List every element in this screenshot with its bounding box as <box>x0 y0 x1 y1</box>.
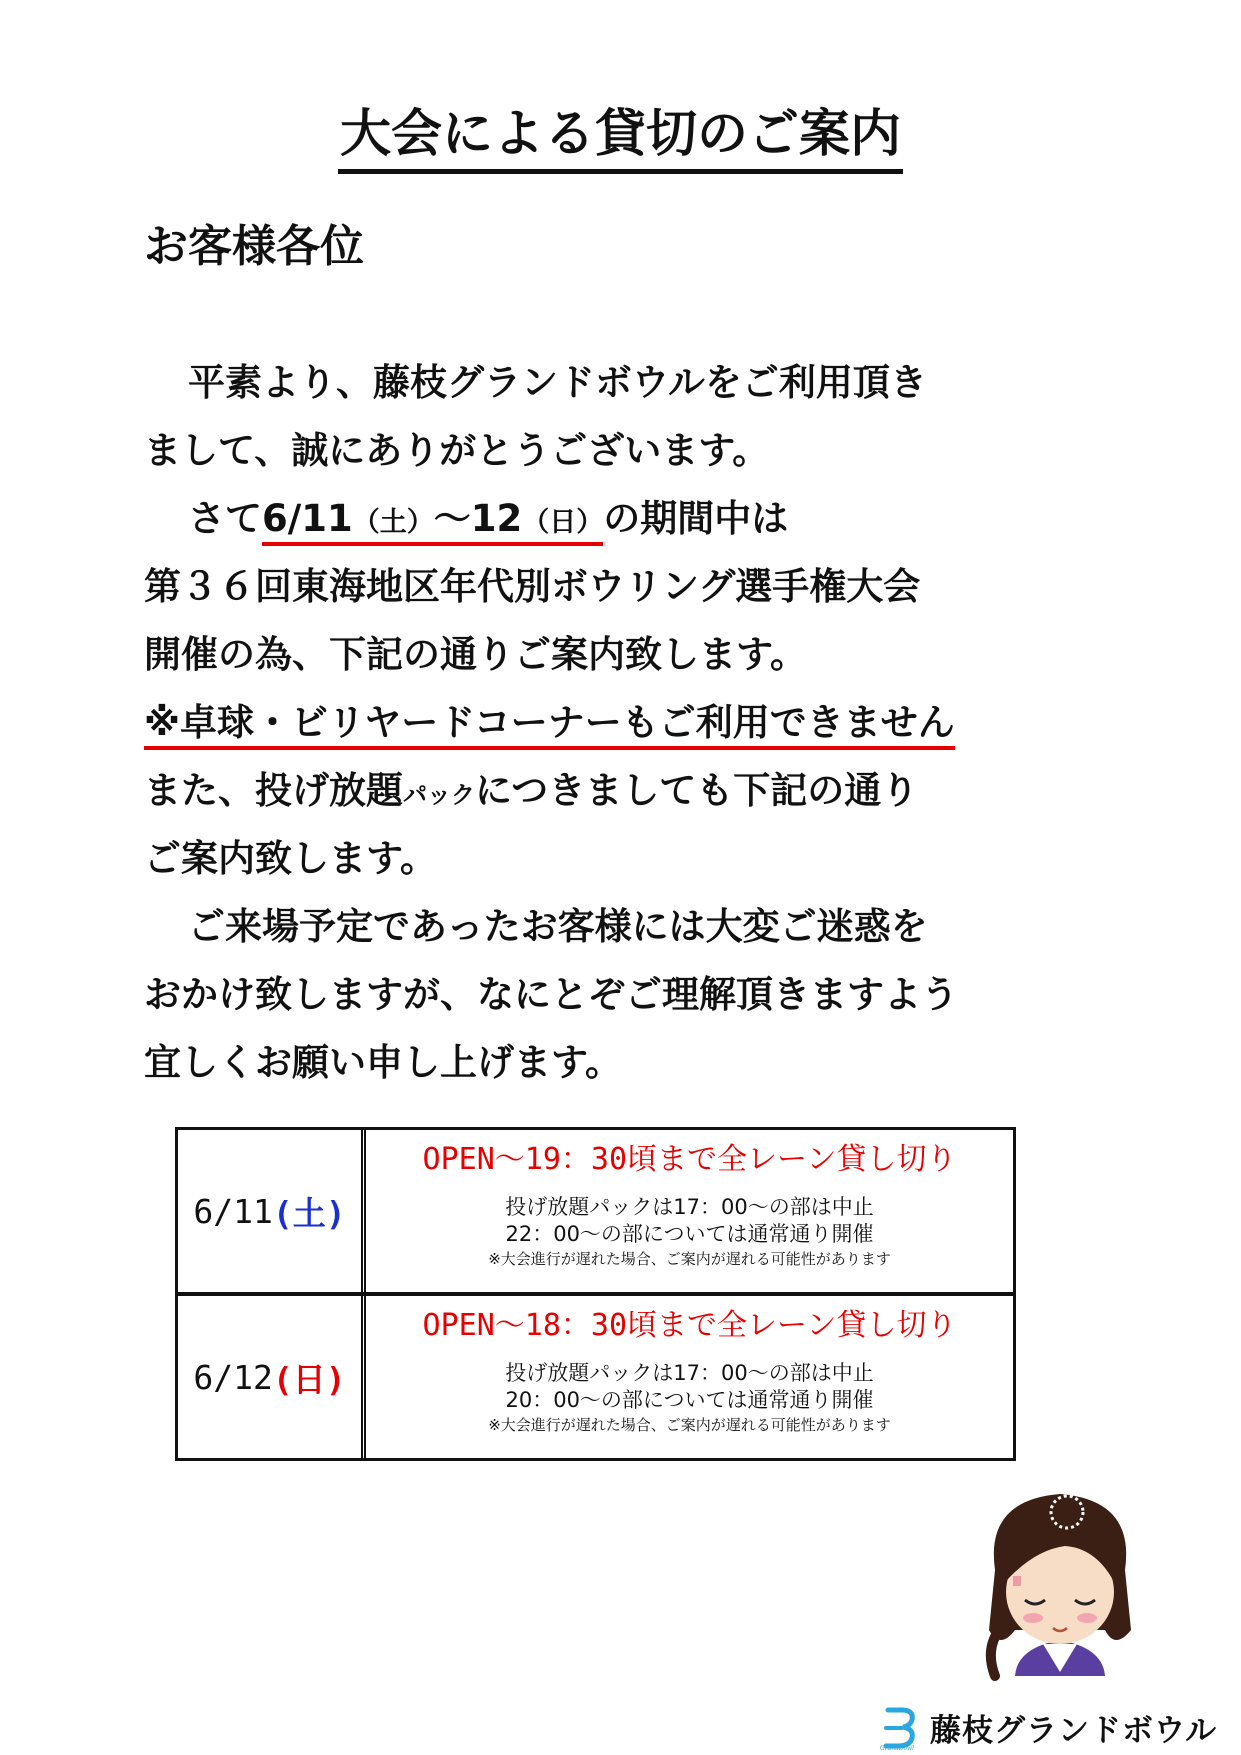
grand-bowl-logo-icon <box>876 1706 918 1750</box>
body-line-1: 平素より、藤枝グランドボウルをご利用頂き <box>188 361 927 404</box>
schedule-info-cell <box>366 1130 1013 1292</box>
schedule-date-cell: 6/11 (土) <box>178 1130 366 1292</box>
bowling-girl-mascot-icon <box>955 1480 1165 1694</box>
body-line-6 <box>144 689 1124 757</box>
body-line-3-pre: さて <box>188 497 262 540</box>
page-title <box>0 104 1241 174</box>
schedule-table-day-1 <box>175 1127 1016 1295</box>
delay-note: ※大会進行が遅れた場合、ご案内が遅れる可能性があります <box>488 1416 891 1434</box>
body-line-10: おかけ致しますが、なにとぞご理解頂きますよう <box>144 973 958 1016</box>
day-saturday: (土) <box>272 1193 346 1233</box>
pack-normal-info: 20：00〜の部については通常通り開催 <box>505 1388 874 1412</box>
schedule-info-cell <box>366 1296 1013 1458</box>
grand-bowl-logo <box>876 1705 1217 1750</box>
body-line-11: 宜しくお願い申し上げます。 <box>144 1041 623 1084</box>
body-line-3 <box>144 485 1124 553</box>
schedule-date-cell: 6/12 (日) <box>178 1296 366 1458</box>
day-sunday: (日) <box>272 1359 346 1399</box>
notice-unavailable: ※卓球・ビリヤードコーナーもご利用できません <box>144 701 955 750</box>
body-line-8: ご案内致します。 <box>144 837 438 880</box>
pack-cancel-info: 投げ放題パックは17：00〜の部は中止 <box>505 1361 874 1385</box>
reservation-hours: OPEN〜18：30頃まで全レーン貸し切り <box>422 1308 957 1343</box>
schedule-table-day-2 <box>175 1293 1016 1461</box>
pack-normal-info: 22：00〜の部については通常通り開催 <box>505 1222 874 1246</box>
logo-name: 藤枝グランドボウル <box>930 1713 1218 1749</box>
greeting: お客様各位 <box>144 221 364 272</box>
logo-mark-text: GrandBowl <box>879 1744 915 1750</box>
body-line-9: ご来場予定であったお客様には大変ご迷惑を <box>188 905 928 948</box>
body-line-5: 開催の為、下記の通りご案内致します。 <box>144 633 808 676</box>
title-text: 大会による貸切のご案内 <box>338 104 903 174</box>
reservation-hours: OPEN〜19：30頃まで全レーン貸し切り <box>422 1142 957 1177</box>
body-line-4: 第３６回東海地区年代別ボウリング選手権大会 <box>144 565 921 608</box>
delay-note: ※大会進行が遅れた場合、ご案内が遅れる可能性があります <box>488 1250 891 1268</box>
notice-body <box>144 349 1124 1097</box>
pack-cancel-info: 投げ放題パックは17：00〜の部は中止 <box>505 1195 874 1219</box>
body-line-7: また、投げ放題パックにつきましても下記の通り <box>144 769 919 812</box>
body-line-3-post: の期間中は <box>603 497 789 540</box>
period-dates: 6/11（土）〜12（日） <box>262 497 603 546</box>
body-line-2: まして、誠にありがとうございます。 <box>144 429 770 472</box>
